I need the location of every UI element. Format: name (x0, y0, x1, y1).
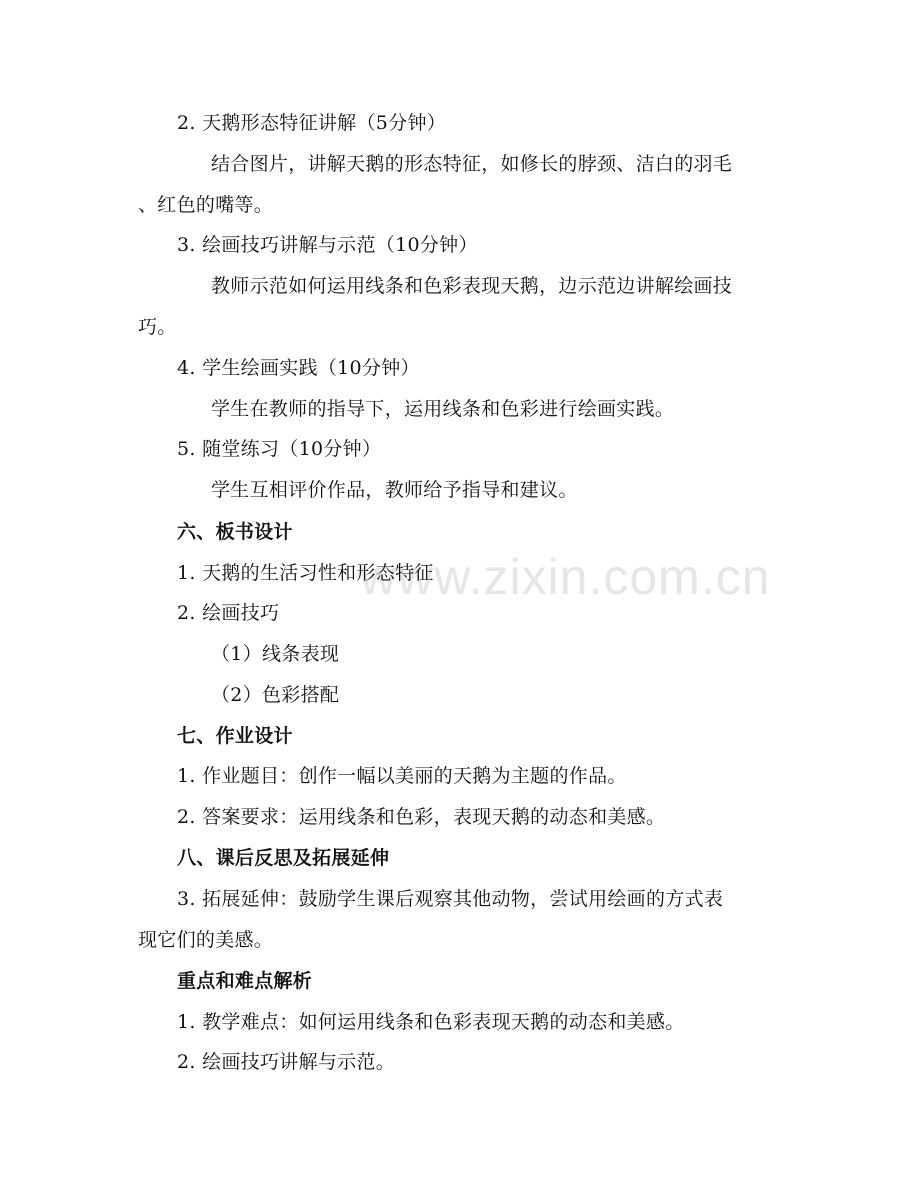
item2-body-line1: 结合图片，讲解天鹅的形态特征，如修长的脖颈、洁白的羽毛 (211, 153, 733, 175)
key-points-item2: 2. 绘画技巧讲解与示范。 (177, 1051, 396, 1073)
item4-body: 学生在教师的指导下，运用线条和色彩进行绘画实践。 (211, 398, 675, 420)
section6-item2: 2. 绘画技巧 (177, 602, 280, 624)
section7-item1: 1. 作业题目：创作一幅以美丽的天鹅为主题的作品。 (177, 765, 627, 787)
item5-heading: 5. 随堂练习（10分钟） (177, 438, 382, 460)
section7-item2: 2. 答案要求：运用线条和色彩，表现天鹅的动态和美感。 (177, 806, 666, 828)
item5-body: 学生互相评价作品，教师给予指导和建议。 (211, 479, 578, 501)
item3-body-line1: 教师示范如何运用线条和色彩表现天鹅，边示范边讲解绘画技 (211, 275, 733, 297)
item4-heading: 4. 学生绘画实践（10分钟） (177, 357, 420, 379)
section7-heading: 七、作业设计 (177, 725, 293, 747)
item3-heading: 3. 绘画技巧讲解与示范（10分钟） (177, 234, 478, 256)
section6-item1: 1. 天鹅的生活习性和形态特征 (177, 562, 434, 584)
item2-heading: 2. 天鹅形态特征讲解（5分钟） (177, 112, 447, 134)
section8-item3-line2: 现它们的美感。 (138, 929, 274, 951)
key-points-item1: 1. 教学难点：如何运用线条和色彩表现天鹅的动态和美感。 (177, 1011, 685, 1033)
watermark: www.zixin.com.cn (360, 549, 771, 605)
section8-heading: 八、课后反思及拓展延伸 (177, 847, 390, 869)
section6-sub2: （2）色彩搭配 (211, 684, 340, 706)
section6-sub1: （1）线条表现 (211, 643, 340, 665)
section8-item3-line1: 3. 拓展延伸：鼓励学生课后观察其他动物，尝试用绘画的方式表 (177, 888, 724, 910)
item3-body-line2: 巧。 (138, 316, 177, 338)
key-points-heading: 重点和难点解析 (177, 970, 313, 992)
item2-body-line2: 、红色的嘴等。 (138, 194, 274, 216)
section6-heading: 六、板书设计 (177, 521, 293, 543)
